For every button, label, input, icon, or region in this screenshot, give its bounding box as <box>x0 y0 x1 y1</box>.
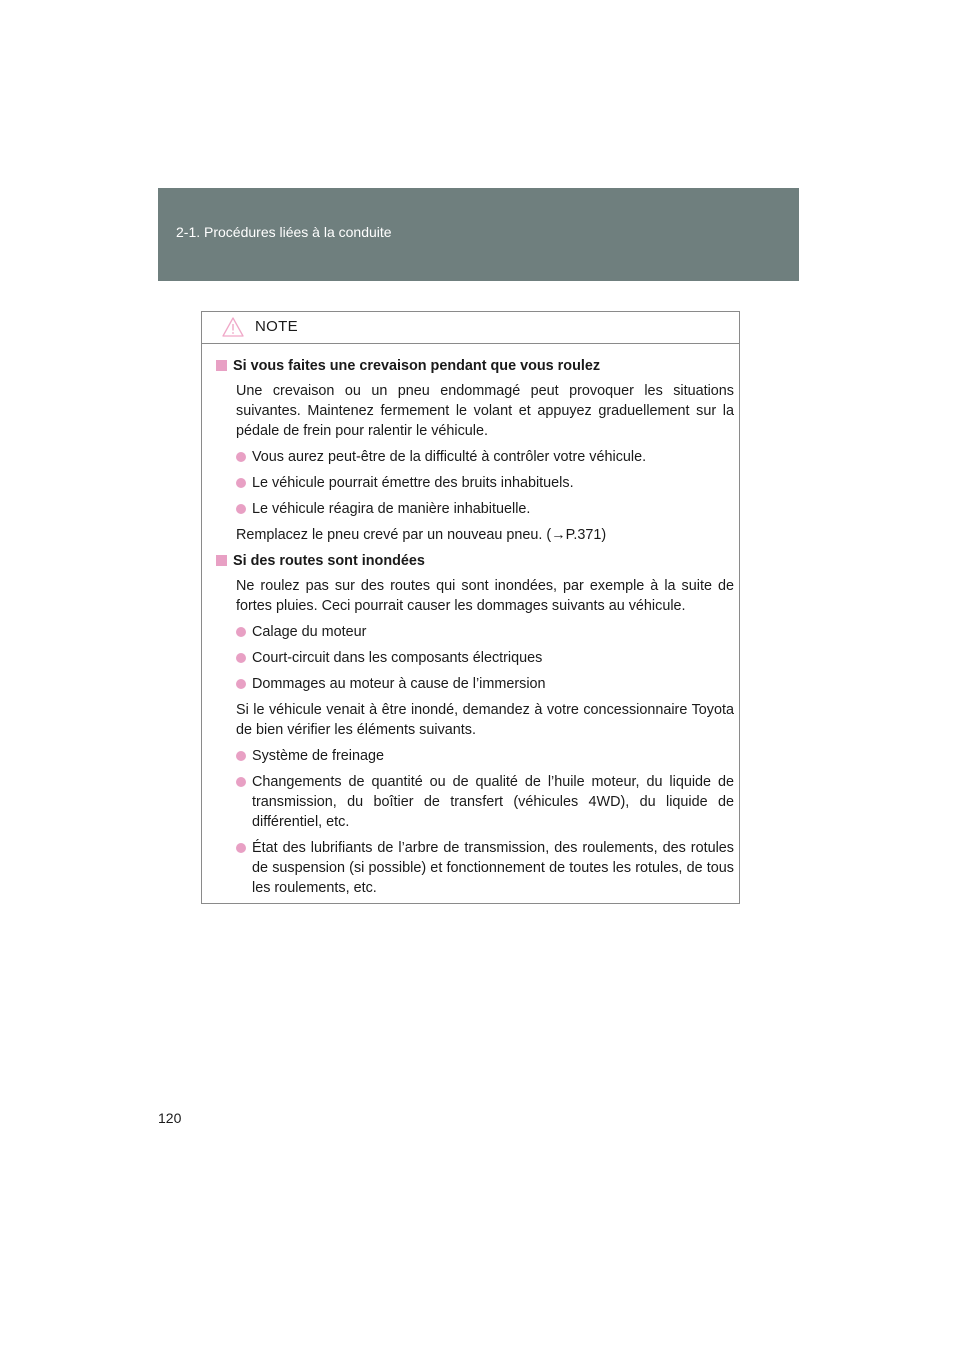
warning-triangle-icon <box>222 317 244 337</box>
list-item: Le véhicule réagira de manière inhabituelle. <box>236 499 734 519</box>
note-header <box>202 312 739 344</box>
paragraph: Ne roulez pas sur des routes qui sont inondées, par exemple à la suite de fortes pluies. Ceci pourrait causer les dommages suivants au véhicule. <box>236 578 734 614</box>
note-box <box>201 311 740 904</box>
circle-bullet-icon <box>236 627 246 637</box>
list-item: Système de freinage <box>236 746 734 766</box>
circle-bullet-icon <box>236 843 246 853</box>
paragraph: Une crevaison ou un pneu endommagé peut provoquer les situations suivantes. Maintenez fermement le volant et appuyez graduellement sur la pédale de frein pour ralentir le véhicule. <box>236 383 734 439</box>
circle-bullet-icon <box>236 653 246 663</box>
section-heading: Si des routes sont inondées <box>216 551 734 571</box>
list-item: Le véhicule pourrait émettre des bruits inhabituels. <box>236 473 734 493</box>
paragraph: Remplacez le pneu crevé par un nouveau pneu. (→P.371) <box>236 527 607 543</box>
list-item: Changements de quantité ou de qualité de l’huile moteur, du liquide de transmission, du boîtier de transfert (véhicules 4WD), du liquide de différentiel, etc. <box>236 772 734 832</box>
list-item: Dommages au moteur à cause de l’immersion <box>236 674 734 694</box>
section-heading: Si vous faites une crevaison pendant que vous roulez <box>216 356 734 376</box>
square-bullet-icon <box>216 555 227 566</box>
note-body <box>202 344 739 898</box>
page-number: 120 <box>158 1110 182 1126</box>
circle-bullet-icon <box>236 452 246 462</box>
list-item: Vous aurez peut-être de la difficulté à contrôler votre véhicule. <box>236 447 734 467</box>
circle-bullet-icon <box>236 478 246 488</box>
circle-bullet-icon <box>236 751 246 761</box>
list-item: Court-circuit dans les composants électriques <box>236 648 734 668</box>
circle-bullet-icon <box>236 679 246 689</box>
circle-bullet-icon <box>236 777 246 787</box>
circle-bullet-icon <box>236 504 246 514</box>
square-bullet-icon <box>216 360 227 371</box>
list-item: État des lubrifiants de l’arbre de transmission, des roulements, des rotules de suspension (si possible) et fonctionnement de toutes les rotules, de tous les roulements, etc. <box>236 838 734 898</box>
section-title: 2-1. Procédures liées à la conduite <box>176 224 392 240</box>
paragraph: Si le véhicule venait à être inondé, demandez à votre concessionnaire Toyota de bien vérifier les éléments suivants. <box>236 702 734 738</box>
note-title: NOTE <box>255 318 298 335</box>
section-header-band <box>158 188 799 281</box>
list-item: Calage du moteur <box>236 622 734 642</box>
